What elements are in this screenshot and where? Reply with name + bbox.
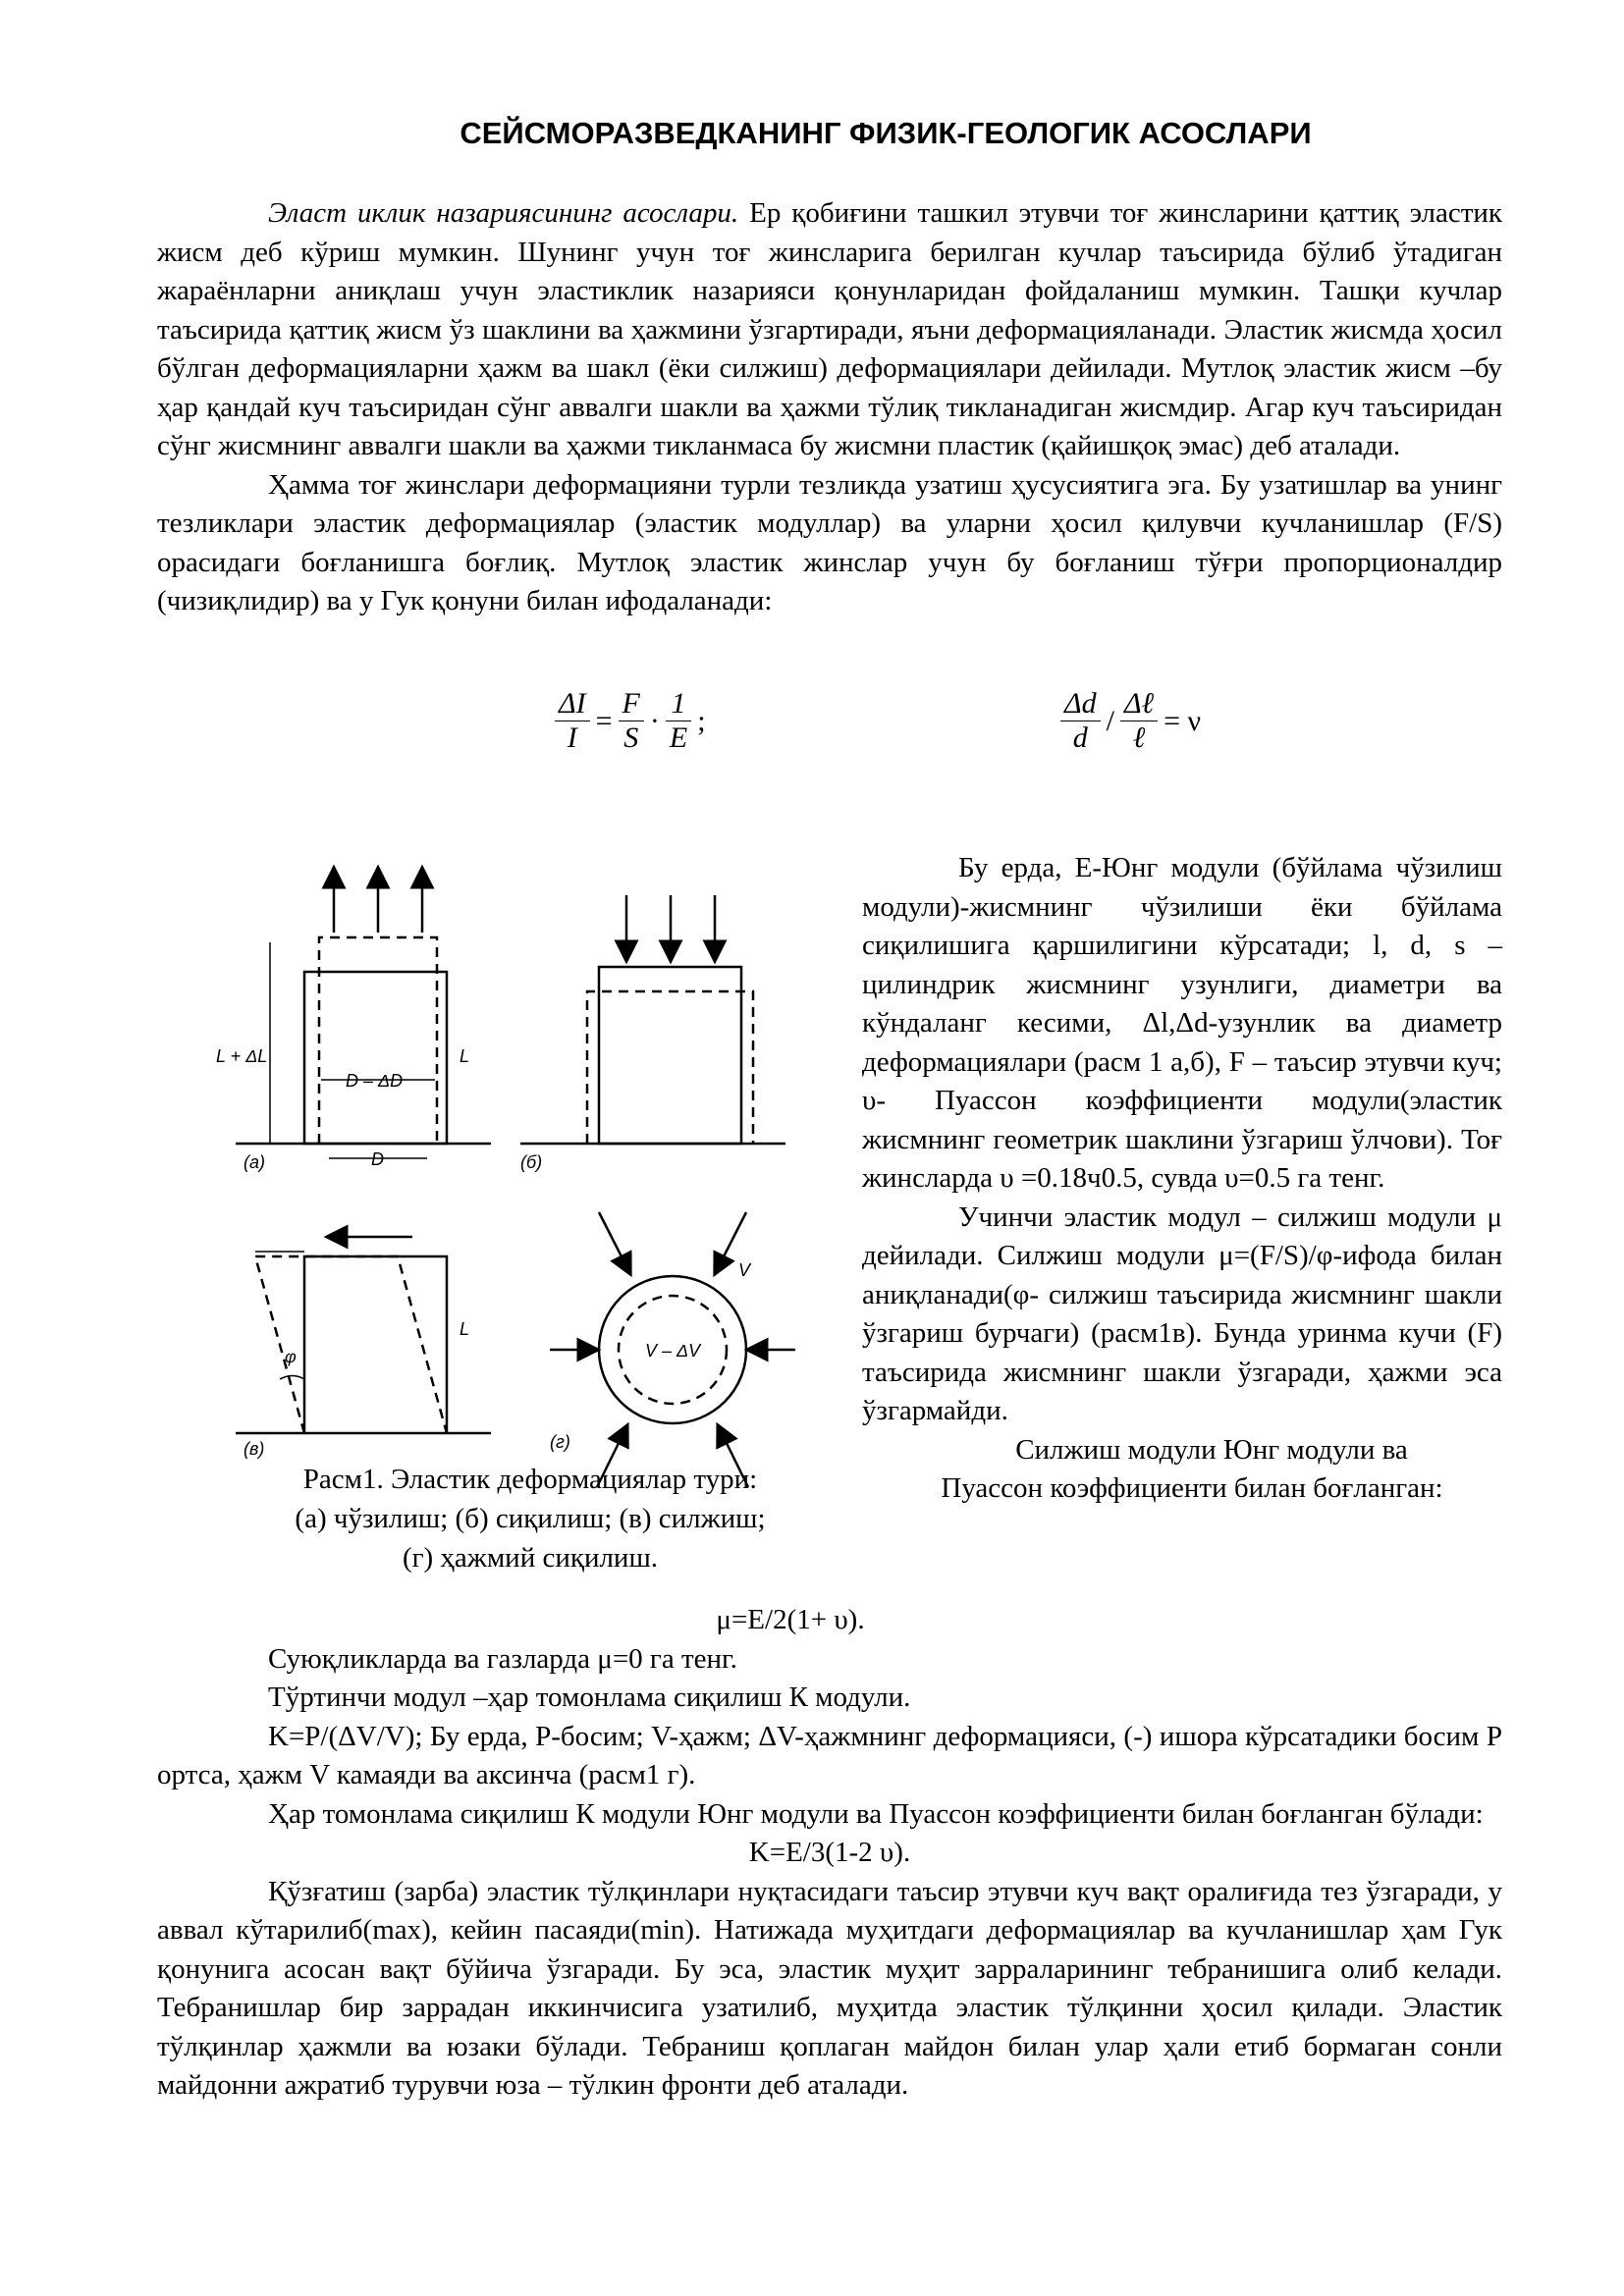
fig-label-v-dv: V – ΔV [645,1341,701,1361]
equation-mu: μ=E/2(1+ υ). [716,1604,865,1635]
fig-label-d: (г) [550,1432,570,1452]
fig-label-phi: φ [285,1347,297,1366]
fig-label-a: (а) [244,1152,265,1172]
paragraph-young: Бу ерда, Е-Юнг модули (бўйлама чўзилиш модули)-жисмнинг чўзилиши ёки бўйлама сиқилишига қаршилигини кўрсатади; l, d, s – цилиндрик жисмнинг узунлиги, диаметри ва кўндаланг кесими, Δl,Δd-узунлик ва диаметр деформациялари (расм 1 а,б), F – таъсир этувчи куч; υ- Пуассон коэффициенти модули(эластик жисмнинг геометрик шаклини ўзгариш ўлчови). Тоғ жинсларда υ =0.18ч0.5, сувда υ=0.5 га тенг. [862,852,1502,1194]
paragraph-waves: Қўзғатиш (зарба) эластик тўлқинлари нуқтасидаги таъсир этувчи куч вақт оралиғида тез ўзгаради, у аввал кўтарилиб(max), кейин пасаяди(min). Натижада муҳитдаги деформациялар ва кучланишлар ҳам Гук қонунига асосан вақт бўйича ўзгаради. Бу эса, эластик муҳит зарраларининг тебранишига олиб келади. Тебранишлар бир заррадан иккинчисига узатилиб, муҳитда эластик тўлқинни ҳосил қилади. Эластик тўлқинлар ҳажмли ва юзаки бўлади. Тебраниш қоплаган майдон билан улар ҳали етиб бормаган сонли майдонни ажратиб турувчи юза – тўлкин фронти деб аталади. [157,1875,1502,2101]
fig-label-v: V [738,1260,751,1280]
paragraph-hooke: Ҳамма тоғ жинслари деформацияни турли тезликда узатиш ҳусусиятига эга. Бу узатишлар ва унинг тезликлари эластик деформациялар (эластик модуллар) ва уларни ҳосил қилувчи кучланишлар (F/S) орасидаги боғланишга боғлиқ. Мутлоқ эластик жинслар учун бу боғланиш тўғри пропорционалдир (чизиқлидир) ва у Гук қонуни билан ифодаланади: [157,468,1502,616]
fig-label-c: (в) [244,1439,265,1459]
figure-caption [226,1460,835,1577]
paragraph-shear: Учинчи эластик модул – силжиш модули μ дейилади. Силжиш модули μ=(F/S)/φ-ифода билан аниқланади(φ- силжиш таъсирида жисмнинг шакли ўзгариш бурчаги) (расм1в). Бунда уринма кучи (F) таъсирида жисмнинг шакли ўзгаради, ҳажми эса ўзгармайди. [862,1201,1502,1426]
section-heading-italic: Эласт иклик назариясининг асослари. [268,197,739,229]
fig-label-d: D [371,1149,384,1169]
formula-hooke: $\frac{\Delta I}{I}$ = $\frac{F}{S}$ · $\frac{1}{E}$ ; [555,687,712,755]
line-mu-zero: Суюқликларда ва газларда μ=0 га тенг. [268,1642,737,1675]
shear-relation-line-1: Силжиш модули Юнг модули ва [1015,1433,1408,1466]
fig-label-l2: L [460,1319,470,1339]
fig-label-l: L [460,1046,470,1066]
caption-line-1: Расм1. Эластик деформациялар тури: [302,1464,758,1495]
lower-text [157,1601,1502,2106]
page-title: СЕЙСМОРАЗВЕДКАНИНГ ФИЗИК-ГЕОЛОГИК АСОСЛАРИ [460,116,1312,150]
equation-k: K=E/3(1-2 υ). [748,1837,911,1868]
shear-relation-line-2: Пуассон коэффициенти билан боғланган: [941,1472,1443,1504]
figure-deformations [216,844,835,1472]
paragraph-k2: Ҳар томонлама сиқилиш К модули Юнг модули ва Пуассон коэффициенти билан боғланган бўлади: [268,1797,1484,1830]
fig-label-b: (б) [520,1152,543,1172]
fig-label-d-dd: D – ΔD [346,1071,404,1091]
caption-line-3: (г) ҳажмий сиқилиш. [402,1542,659,1574]
line-k-modulus: Тўртинчи модул –ҳар томонлама сиқилиш К модули. [268,1682,911,1713]
paragraph-elasticity-text: Ер қобиғини ташкил этувчи тоғ жинсларини қаттиқ эластик жисм деб кўриш мумкин. Шунинг учун тоғ жинсларига берилган кучлар таъсирида бўлиб ўтадиган жараёнларни аниқлаш учун эластиклик назарияси қонунларидан фойдаланиш мумкин. Ташқи кучлар таъсирида қаттиқ жисм ўз шаклини ва ҳажмини ўзгартиради, яъни деформацияланади. Эластик жисмда ҳосил бўлган деформацияларни ҳажм ва шакл (ёки силжиш) деформациялари дейилади. Мутлоқ эластик жисм –бу ҳар қандай куч таъсиридан сўнг аввалги шакли ва ҳажми тўлиқ тикланадиган жисмдир. Агар куч таъсиридан сўнг жисмнинг аввалги шакли ва ҳажми тикланмаса бу жисмни пластик (қайишқоқ эмас) деб аталади. [157,197,1502,461]
paragraph-k: K=P/(ΔV/V); Бу ерда, Р-босим; V-ҳажм; ΔV-ҳажмнинг деформацияси, (-) ишора кўрсатадики босим Р ортса, ҳажм V камаяди ва аксинча (расм1 г). [157,1720,1502,1790]
formula-poisson: $\frac{\Delta d}{d}$ / $\frac{\text{Δℓ}}{\text{ℓ}}$ = ν [1060,687,1207,755]
intro-text [157,194,1502,621]
caption-line-2: (а) чўзилиш; (б) сиқилиш; (в) силжиш; [295,1503,766,1534]
paragraph-elasticity [157,194,1502,466]
right-column-text [862,849,1502,1509]
fig-label-l-dl: L + ΔL [216,1046,268,1066]
